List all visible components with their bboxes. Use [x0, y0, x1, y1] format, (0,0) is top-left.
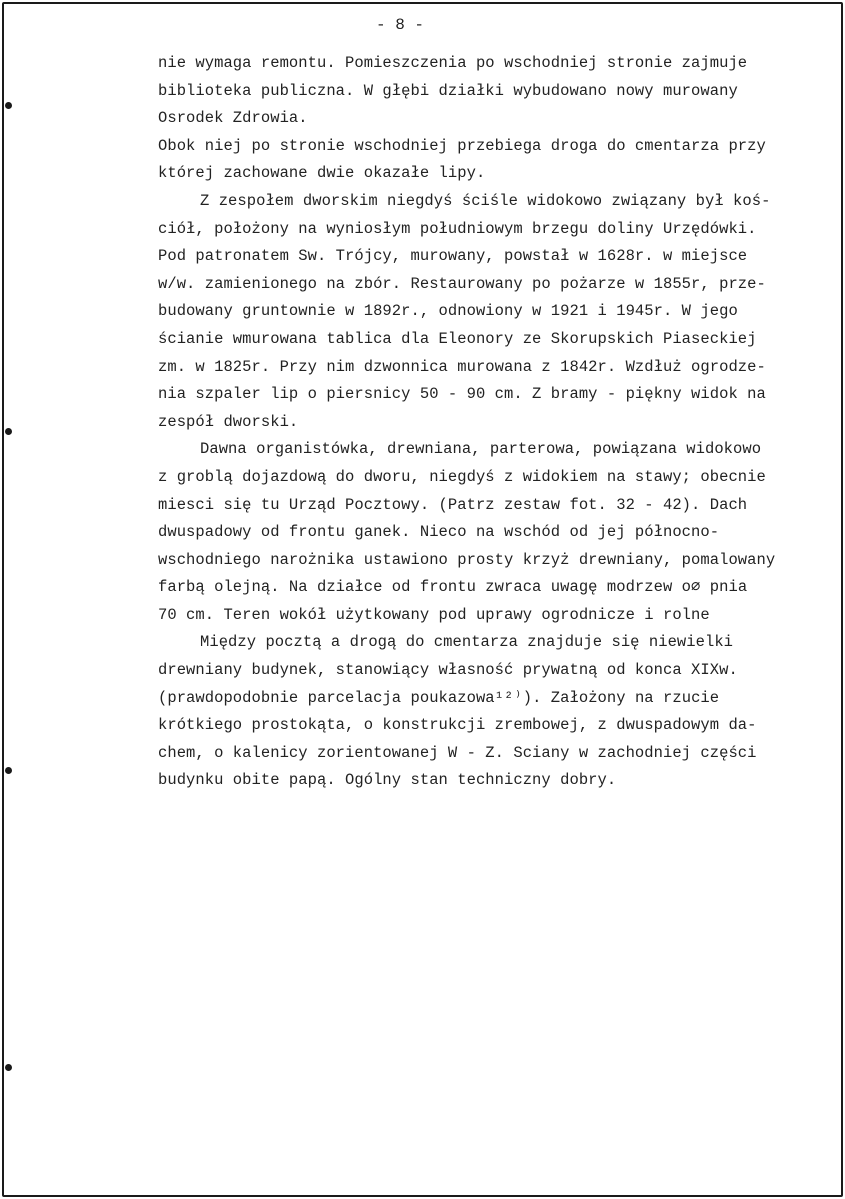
text-line: Dawna organistówka, drewniana, parterowa, powiązana widokowo: [200, 440, 762, 459]
text-line: chem, o kalenicy zorientowanej W - Z. Sciany w zachodniej części: [158, 743, 757, 762]
text-line: miesci się tu Urząd Pocztowy. (Patrz zestaw fot. 32 - 42). Dach: [158, 495, 748, 514]
text-line: budowany gruntownie w 1892r., odnowiony w 1921 i 1945r. W jego: [158, 302, 738, 321]
text-line: nia szpaler lip o piersnicy 50 - 90 cm. Z bramy - piękny widok na: [158, 385, 766, 404]
text-line: 70 cm. Teren wokół użytkowany pod uprawy ogrodnicze i rolne: [158, 605, 710, 624]
text-line: drewniany budynek, stanowiący własność prywatną od konca XIXw.: [158, 661, 738, 680]
text-line: w/w. zamienionego na zbór. Restaurowany po pożarze w 1855r, prze-: [158, 274, 766, 293]
punch-hole-3: [5, 767, 12, 774]
text-line: ciół, położony na wyniosłym południowym brzegu doliny Urzędówki.: [158, 219, 757, 238]
text-line: (prawdopodobnie parcelacja poukazowa¹²⁾). Założony na rzucie: [158, 688, 720, 707]
text-line: krótkiego prostokąta, o konstrukcji zrembowej, z dwuspadowym da-: [158, 716, 757, 735]
text-line: ścianie wmurowana tablica dla Eleonory ze Skorupskich Piaseckiej: [158, 329, 757, 348]
text-line: farbą olejną. Na działce od frontu zwraca uwagę modrzew o∅ pnia: [158, 578, 748, 597]
text-line: dwuspadowy od frontu ganek. Nieco na wschód od jej północno-: [158, 523, 720, 542]
punch-hole-1: [5, 102, 12, 109]
text-line: budynku obite papą. Ogólny stan techniczny dobry.: [158, 771, 617, 790]
body-text: [158, 50, 823, 795]
text-line: Osrodek Zdrowia.: [158, 109, 308, 128]
text-line: Między pocztą a drogą do cmentarza znajduje się niewielki: [200, 633, 734, 652]
text-line: zm. w 1825r. Przy nim dzwonnica murowana z 1842r. Wzdłuż ogrodze-: [158, 357, 766, 376]
page-number: - 8 -: [375, 16, 424, 34]
text-line: biblioteka publiczna. W głębi działki wybudowano nowy murowany: [158, 81, 738, 100]
text-line: Pod patronatem Sw. Trójcy, murowany, powstał w 1628r. w miejsce: [158, 247, 748, 266]
punch-hole-4: [5, 1064, 12, 1071]
text-line: której zachowane dwie okazałe lipy.: [158, 164, 486, 183]
text-line: z groblą dojazdową do dworu, niegdyś z widokiem na stawy; obecnie: [158, 467, 766, 486]
text-line: Z zespołem dworskim niegdyś ściśle widokowo związany był koś-: [200, 191, 771, 210]
text-line: Obok niej po stronie wschodniej przebiega droga do cmentarza przy: [158, 136, 766, 155]
text-line: wschodniego narożnika ustawiono prosty krzyż drewniany, pomalowany: [158, 550, 776, 569]
text-line: nie wymaga remontu. Pomieszczenia po wschodniej stronie zajmuje: [158, 54, 748, 72]
text-line: zespół dworski.: [158, 412, 299, 431]
punch-hole-2: [5, 428, 12, 435]
